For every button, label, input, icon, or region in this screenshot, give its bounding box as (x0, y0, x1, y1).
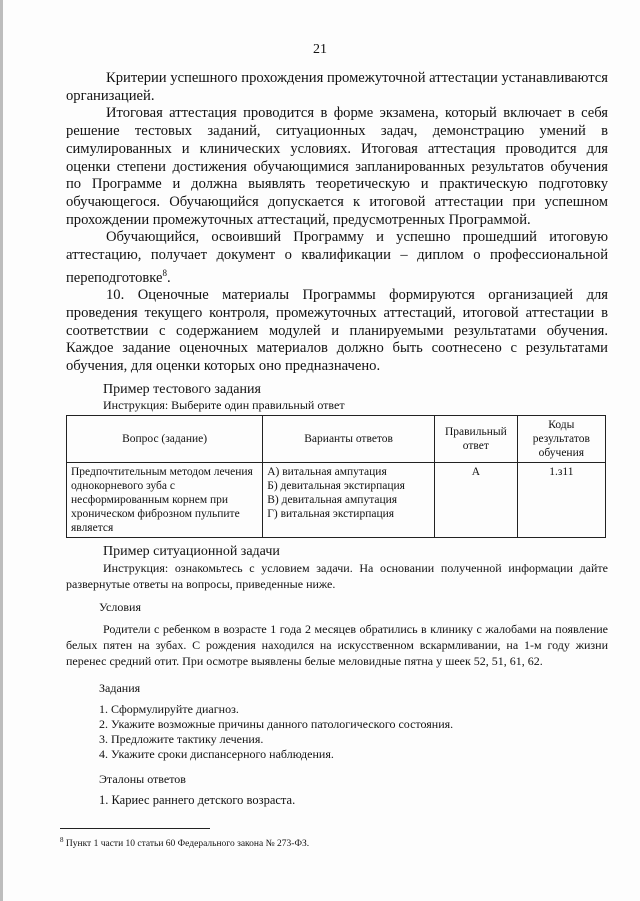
question-cell: Предпочтительным методом лечения однокорневого зуба с несформированным корнем при хроническом фиброзном пульпите является (67, 462, 263, 537)
test-example-instruction: Инструкция: Выберите один правильный ответ (103, 397, 345, 412)
header-correct: Правильный ответ (435, 415, 518, 462)
page-number: 21 (313, 42, 327, 57)
footnote-text: Пункт 1 части 10 статьи 60 Федерального закона № 273-ФЗ. (63, 839, 310, 850)
paragraph-assessment-materials: 10. Оценочные материалы Программы формируются организацией для проведения текущего контроля, промежуточных аттестаций, итоговой аттестации в соответствии с содержанием модулей и планируемыми результатами обучения. Каждое задание оценочных материалов должно быть соотнесено с результатами обучения, для оценки которых оно предназначено. (66, 287, 608, 375)
conditions-text: Родители с ребенком в возрасте 1 года 2 месяцев обратились в клинику с жалобами на появление белых пятен на зубах. С рождения находился на искусственном вскармливании, на 1-м году жизни перенес средний отит. При осмотре выявлены белые меловидные пятна у шеек 52, 51, 61, 62. (66, 621, 608, 668)
tasks-list (66, 702, 608, 762)
header-codes: Коды результатов обучения (517, 415, 605, 462)
test-example-heading: Пример тестового задания (103, 381, 261, 397)
paragraph-diploma-end: . (166, 269, 171, 286)
paragraph-final-attestation: Итоговая аттестация проводится в форме экзамена, который включает в себя решение тестовых заданий, ситуационных задач, демонстрацию умений в симулированных и клинических условиях. Итоговая аттестация проводится для оценки степени достижения обучающимися запланированных результатов обучения по Программе и должна выявлять теоретическую и практическую подготовку обучающегося. Обучающийся допускается к итоговой аттестации при успешном прохождении промежуточных аттестаций, предусмотренных Программой. (66, 105, 608, 228)
option-c: В) девитальная ампутация (267, 493, 398, 506)
list-item: 1. Сформулируйте диагноз. (99, 701, 239, 716)
paragraph-diploma-text: Обучающийся, освоивший Программу и успешно прошедший итоговую аттестацию, получает документ о квалификации – диплом о профессиональной переподготовке (66, 229, 608, 286)
test-table (66, 415, 606, 538)
footnote-ref[interactable]: 8 (162, 267, 167, 278)
footnote (60, 836, 309, 849)
answers-label: Эталоны ответов (99, 771, 186, 786)
scan-edge (0, 0, 3, 901)
situational-heading: Пример ситуационной задачи (103, 543, 280, 559)
code-cell: 1.з11 (517, 462, 605, 537)
header-options: Варианты ответов (263, 415, 435, 462)
list-item: 2. Укажите возможные причины данного патологического состояния. (99, 716, 454, 731)
footnote-mark: 8 (60, 836, 64, 844)
list-item: 4. Укажите сроки диспансерного наблюдения. (99, 746, 334, 761)
table-row (67, 462, 606, 537)
page-body (66, 70, 608, 808)
paragraph-intermediate-criteria: Критерии успешного прохождения промежуточной аттестации устанавливаются организацией. (66, 70, 608, 104)
list-item: 3. Предложите тактику лечения. (99, 731, 264, 746)
tasks-label: Задания (99, 680, 141, 695)
test-table-header (67, 415, 606, 462)
answer-1: 1. Кариес раннего детского возраста. (99, 792, 296, 807)
option-b: Б) девитальная экстирпация (267, 479, 405, 492)
option-a: А) витальная ампутация (267, 465, 387, 478)
paragraph-diploma (66, 229, 608, 287)
situational-instruction: Инструкция: ознакомьтесь с условием задачи. На основании полученной информации дайте развернутые ответы на вопросы, приведенные ниже. (66, 560, 608, 591)
conditions-label: Условия (99, 599, 141, 614)
option-d: Г) витальная экстирпация (267, 507, 395, 520)
footnote-divider (60, 828, 210, 829)
options-cell (263, 462, 435, 537)
correct-answer-cell: А (435, 462, 518, 537)
header-question: Вопрос (задание) (67, 415, 263, 462)
